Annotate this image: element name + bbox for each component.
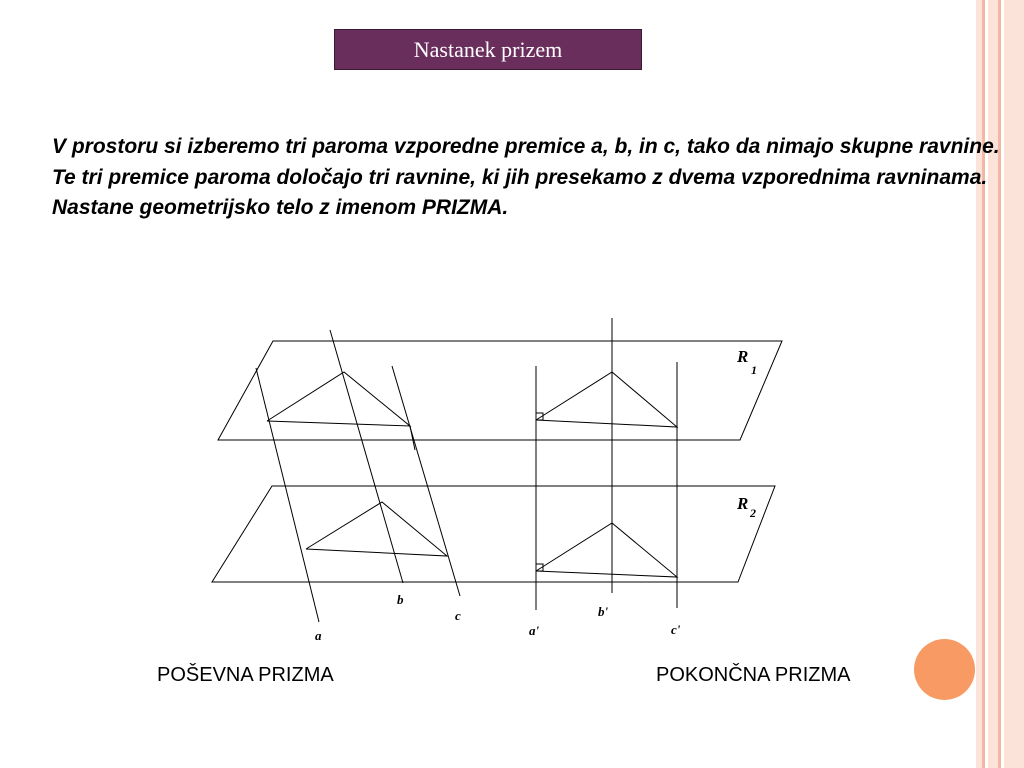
label-b: b <box>397 592 404 607</box>
plane-r2 <box>212 486 775 582</box>
paragraph-2: Te tri premice paroma določajo tri ravnine, ki jih presekamo z dvema vzporednima ravninama. <box>52 165 988 189</box>
caption-right-prism: POKONČNA PRIZMA <box>656 664 851 686</box>
label-c: c <box>455 608 461 623</box>
oblique-bottom-triangle <box>306 502 447 556</box>
oblique-line-a <box>256 368 319 622</box>
right-top-triangle <box>536 372 677 427</box>
paragraph-3: Nastane geometrijsko telo z imenom PRIZMA. <box>52 196 509 219</box>
oblique-line-c <box>392 366 460 596</box>
plane-r2-label: R <box>737 494 749 513</box>
plane-r2-subscript: 2 <box>750 506 756 520</box>
plane-r1 <box>218 341 782 440</box>
slide-title: Nastanek prizem <box>334 29 642 70</box>
label-c-prime: c' <box>671 622 681 637</box>
label-a-prime: a' <box>529 623 540 638</box>
label-a: a <box>315 628 322 643</box>
label-b-prime: b' <box>598 604 609 619</box>
caption-oblique-prism: POŠEVNA PRIZMA <box>157 664 334 686</box>
plane-r1-subscript: 1 <box>751 363 757 377</box>
paragraph-1: V prostoru si izberemo tri paroma vzporedne premice a, b, in c, tako da nimajo skupne ravnine. <box>52 135 1000 158</box>
right-bottom-triangle <box>536 523 677 577</box>
oblique-top-triangle <box>267 372 410 426</box>
plane-r1-label: R <box>737 347 749 366</box>
oblique-line-b <box>330 330 403 583</box>
decorative-orange-circle <box>914 639 975 700</box>
